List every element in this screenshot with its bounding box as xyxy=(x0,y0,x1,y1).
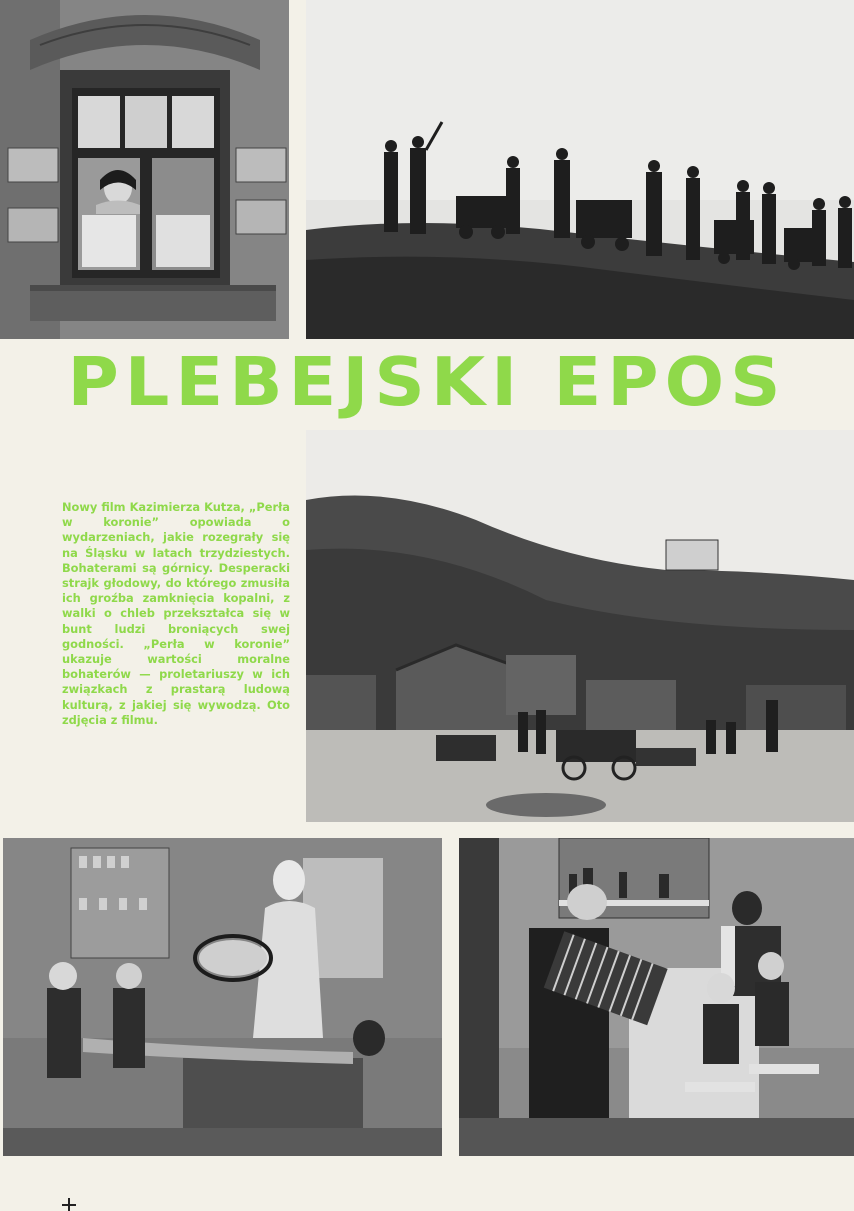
photo-accordion-player xyxy=(459,838,854,1156)
photo-woman-at-window xyxy=(0,0,289,339)
article-headline: PLEBEJSKI EPOS xyxy=(67,342,787,422)
photo-bath-scene xyxy=(3,838,442,1156)
crop-mark xyxy=(62,1198,76,1211)
photo-miners-on-hill xyxy=(306,0,854,339)
article-lead-text: Nowy film Kazimierza Kutza, „Perła w koronie” opowiada o wydarzeniach, jakie rozegrały się na Śląsku w latach trzydziestych. Bohaterami są górnicy. Desperacki strajk głodowy, do którego zmusiła ich groźba zamknięcia kopalni, z walki o chleb przekształca się w bunt ludzi broniących swej godności. „Perła w koronie” ukazuje wartości moralne bohaterów — proletariuszy w ich związkach z prastarą ludową kulturą, z jakiej się wywodzą. Oto zdjęcia z filmu. xyxy=(62,500,290,727)
photo-shanty-village xyxy=(306,430,854,822)
